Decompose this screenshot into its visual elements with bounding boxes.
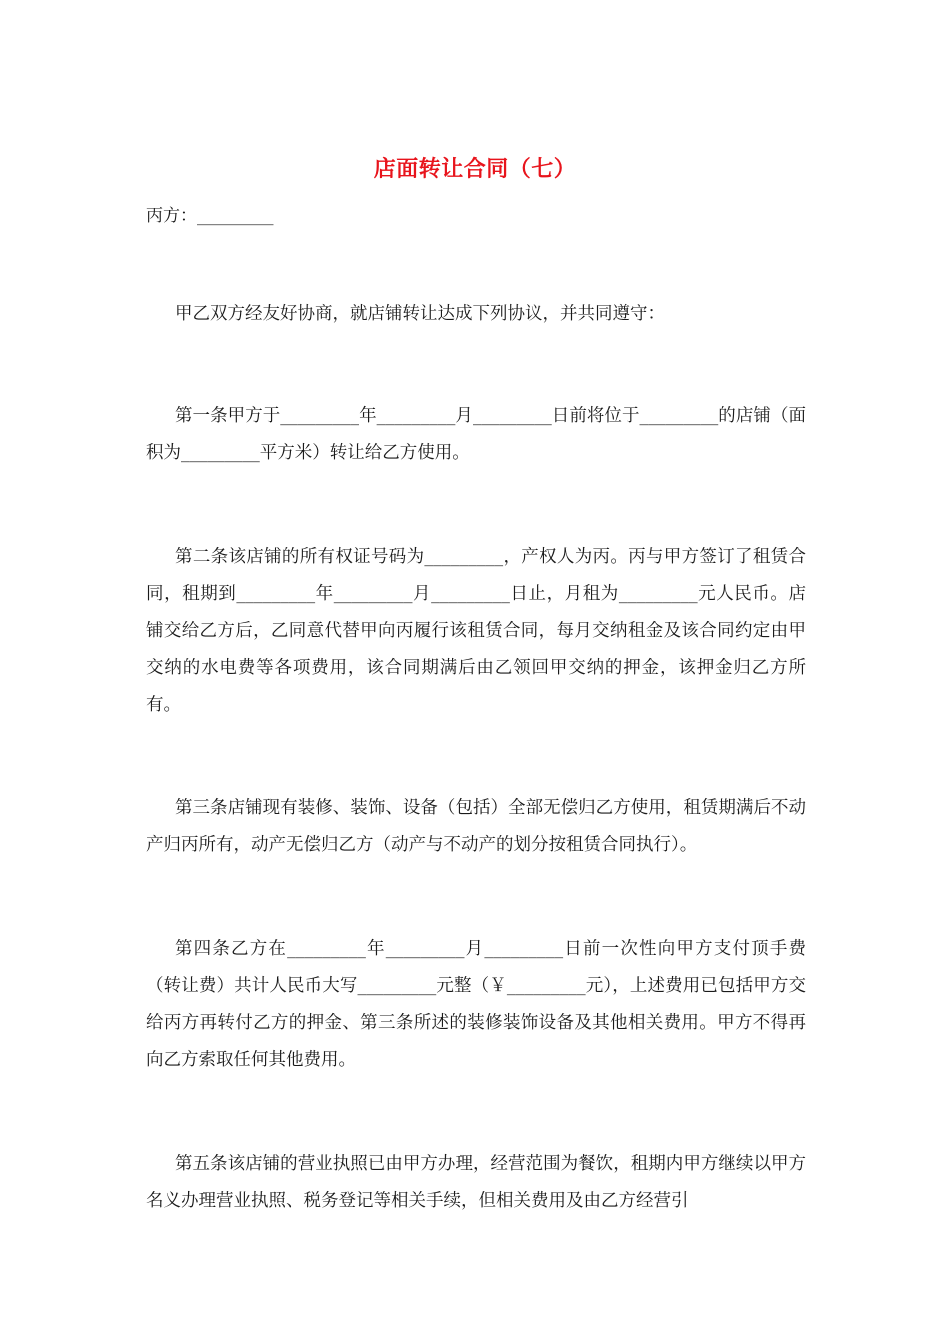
article-2-paragraph: 第二条该店铺的所有权证号码为_________，产权人为丙。丙与甲方签订了租赁合同，租期到_________年_________月_________日止，月租为_________元人民币。店铺交给乙方后，乙同意代替甲向丙履行该租赁合同，每月交纳租金及该合同约定由甲交纳的水电费等各项费用，该合同期满后由乙领回甲交纳的押金，该押金归乙方所有。	[146, 547, 806, 715]
party-c-line: 丙方：_________	[146, 206, 274, 226]
article-4-paragraph: 第四条乙方在_________年_________月_________日前一次性向甲方支付顶手费（转让费）共计人民币大写_________元整（￥_________元），上述费用已包括甲方交给丙方再转付乙方的押金、第三条所述的装修装饰设备及其他相关费用。甲方不得再向乙方索取任何其他费用。	[146, 939, 806, 1070]
article-5-paragraph: 第五条该店铺的营业执照已由甲方办理，经营范围为餐饮，租期内甲方继续以甲方名义办理营业执照、税务登记等相关手续，但相关费用及由乙方经营引	[146, 1154, 806, 1211]
article-1-paragraph: 第一条甲方于_________年_________月_________日前将位于_________的店铺（面积为_________平方米）转让给乙方使用。	[146, 406, 806, 463]
article-3-paragraph: 第三条店铺现有装修、装饰、设备（包括）全部无偿归乙方使用，租赁期满后不动产归丙所有，动产无偿归乙方（动产与不动产的划分按租赁合同执行）。	[146, 798, 806, 855]
document-title: 店面转让合同（七）	[373, 156, 577, 182]
intro-paragraph: 甲乙双方经友好协商，就店铺转让达成下列协议，并共同遵守：	[175, 304, 665, 324]
